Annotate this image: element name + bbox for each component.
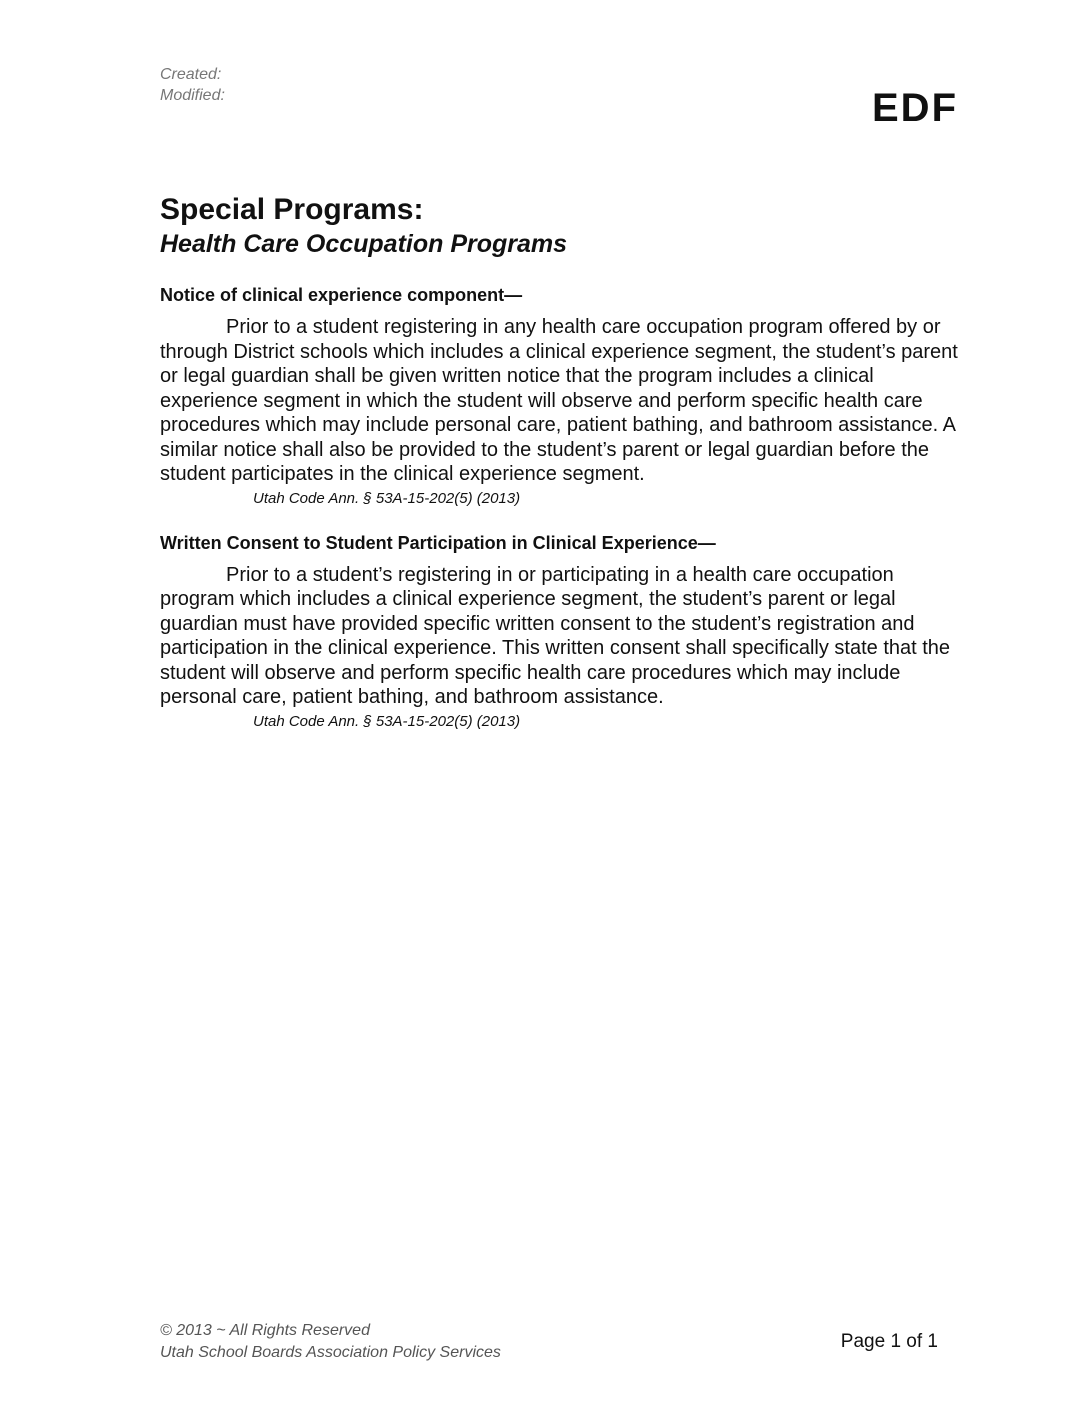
section-heading: Notice of clinical experience component— (160, 285, 523, 305)
section-body: Prior to a student’s registering in or participating in a health care occupation program which includes a clinical experience segment, the student’s parent or legal guardian must have provided specific written consent to the student’s registration and participation in the clinical experience. This written consent shall specifically state that the student will observe and perform specific health care procedures which may include personal care, patient bathing, and bathroom assistance. (160, 563, 951, 708)
page-title: Special Programs: (160, 193, 424, 226)
policy-code: EDF (872, 86, 958, 130)
section-written-consent (160, 531, 965, 732)
legal-citation: Utah Code Ann. § 53A-15-202(5) (2013) (253, 712, 521, 730)
page-subtitle: Health Care Occupation Programs (160, 230, 568, 258)
organization-name: Utah School Boards Association Policy Services (160, 1344, 501, 1361)
section-heading: Written Consent to Student Participation in Clinical Experience— (160, 532, 716, 553)
section-body: Prior to a student registering in any health care occupation program offered by or through District schools which includes a clinical experience segment, the student’s parent or legal guardian shall be given written notice that the program includes a clinical experience segment in which the student will observe and perform specific health care procedures which may include personal care, patient bathing, and bathroom assistance. A similar notice shall also be provided to the student’s parent or legal guardian before the student participates in the clinical experience segment. (160, 316, 958, 485)
modified-label: Modified: (160, 87, 225, 104)
section-notice (160, 283, 965, 509)
created-label: Created: (160, 66, 222, 83)
title-block (160, 192, 960, 260)
page-number: Page 1 of 1 (840, 1331, 938, 1352)
footer-credits (160, 1320, 501, 1364)
document-metadata (160, 64, 225, 106)
copyright-notice: © 2013 ~ All Rights Reserved (160, 1322, 370, 1339)
policy-sections (160, 283, 965, 754)
legal-citation: Utah Code Ann. § 53A-15-202(5) (2013) (253, 489, 521, 507)
